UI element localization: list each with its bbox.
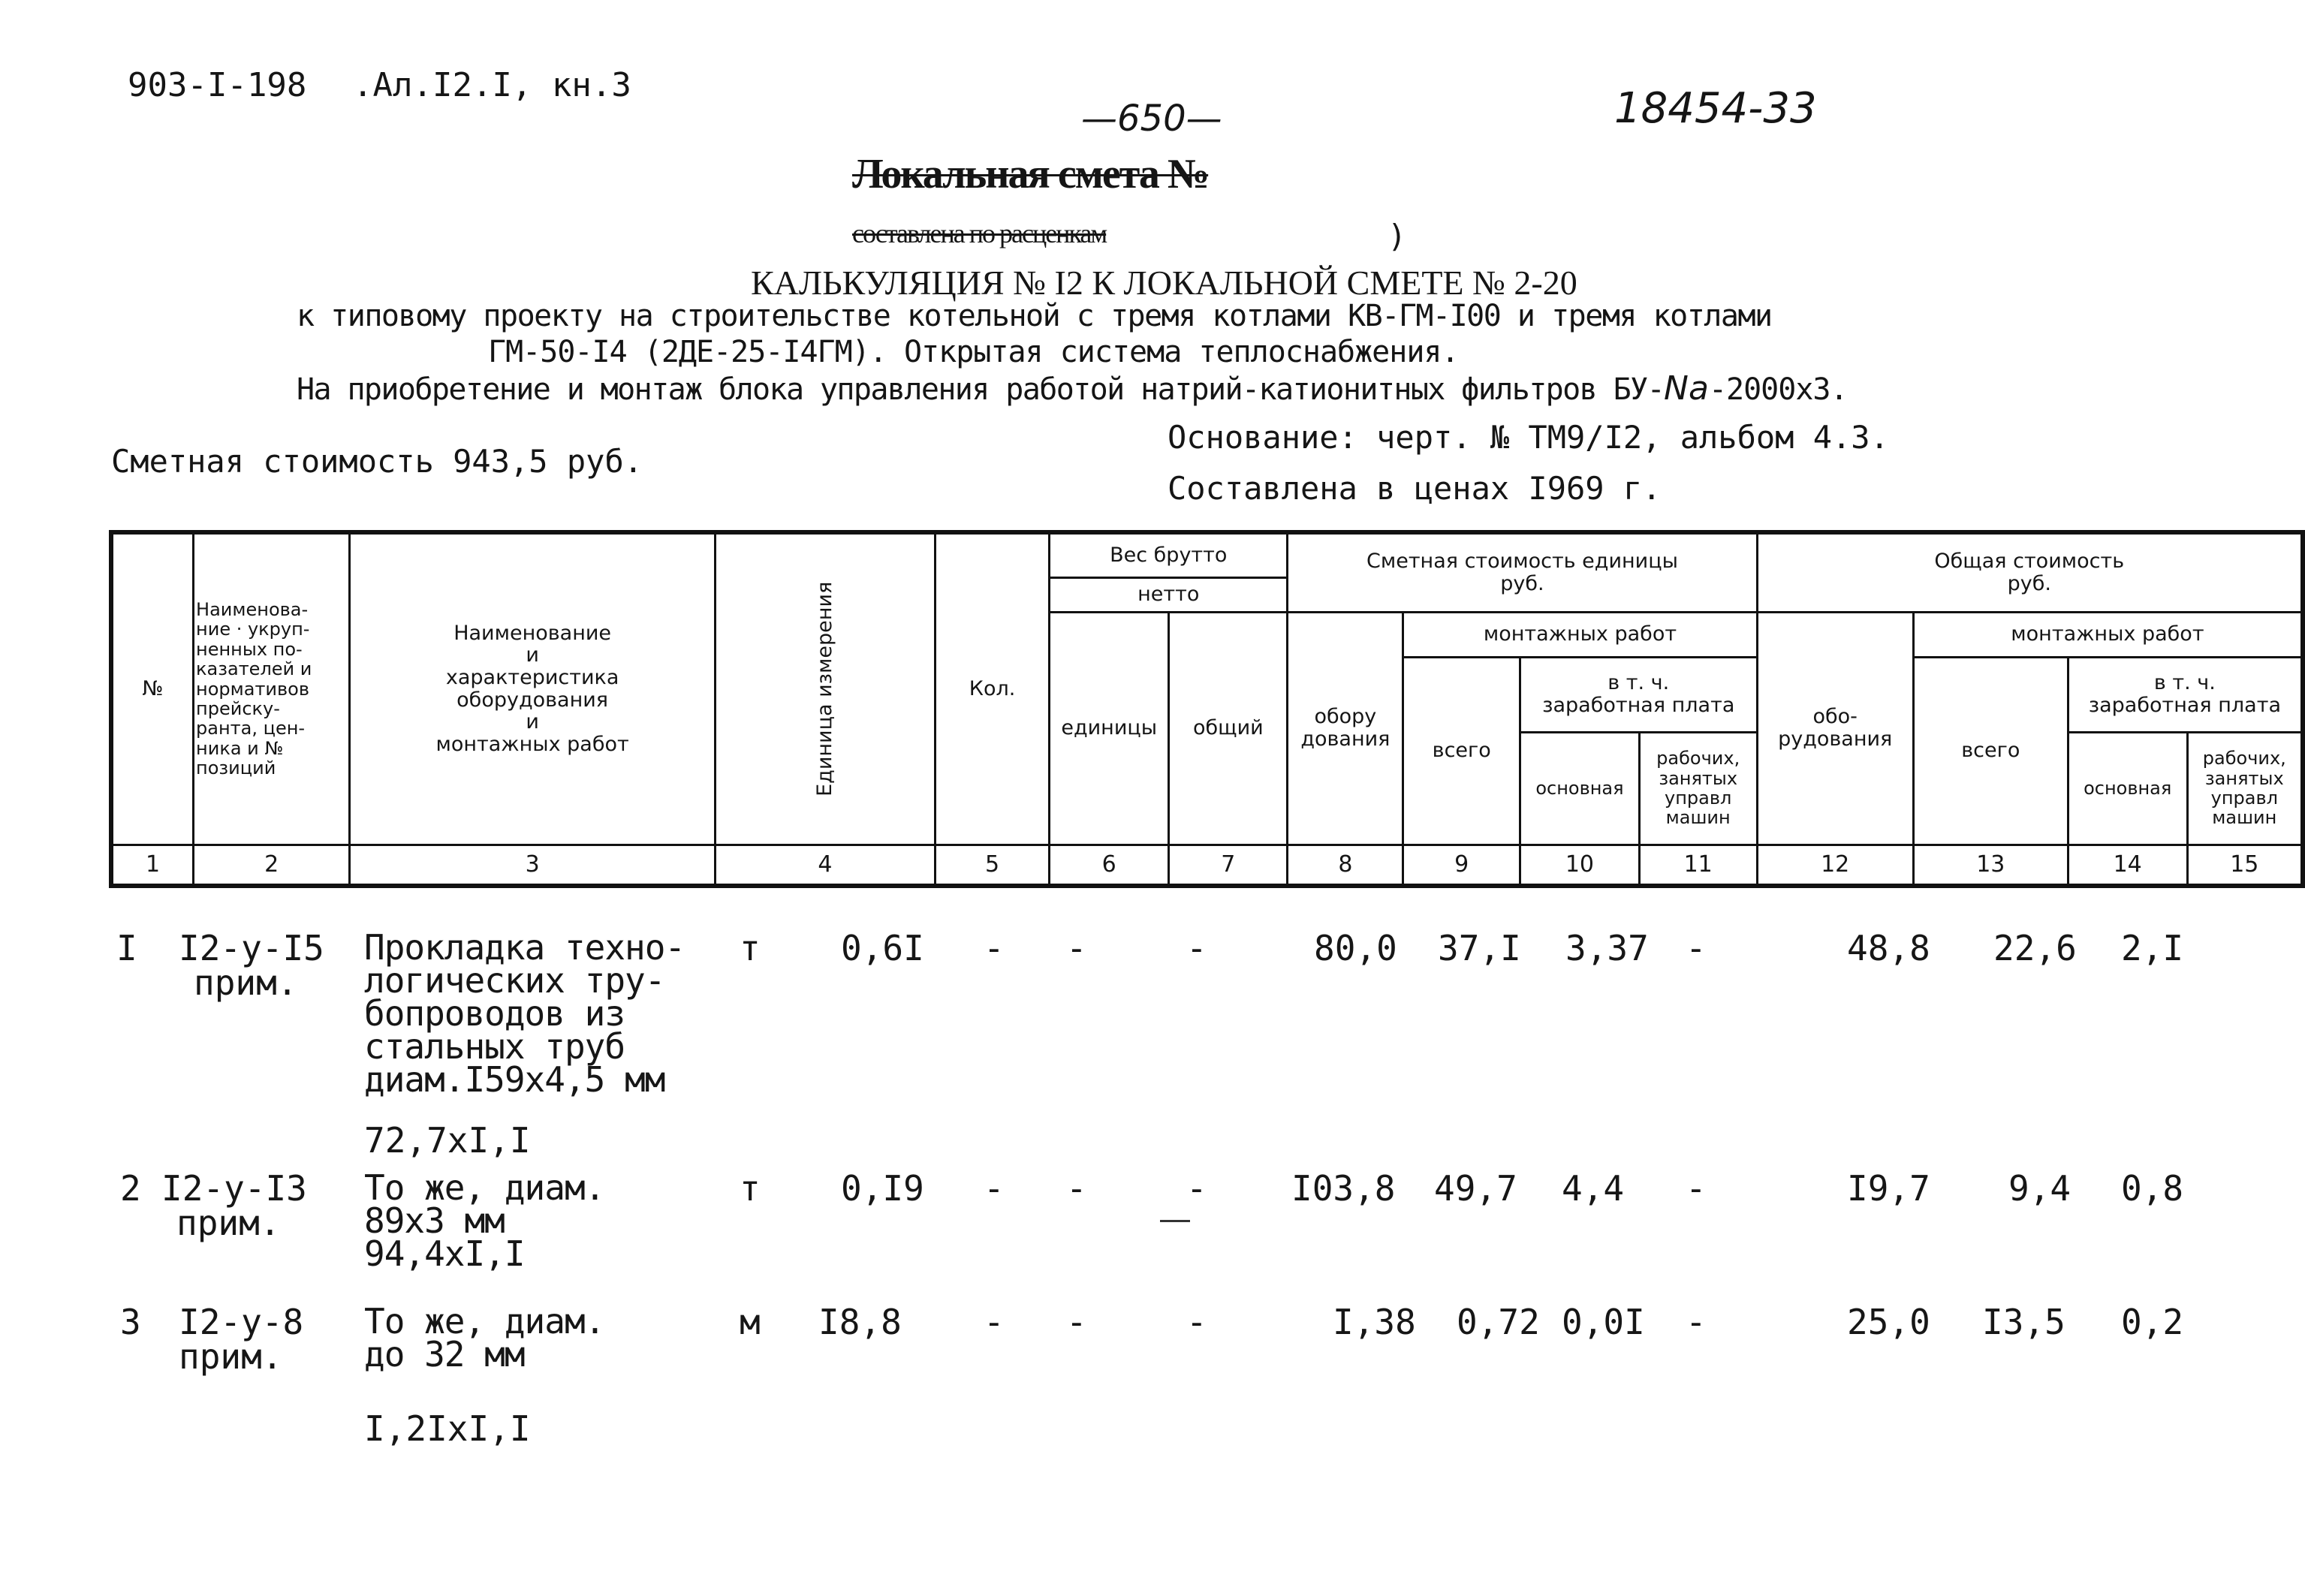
col-header-weight-netto: нетто xyxy=(1050,577,1288,612)
struck-subtitle: составлена по расценкам xyxy=(852,218,1107,248)
estimate-header-table xyxy=(109,530,2305,888)
project-code: 903-I-198 xyxy=(128,66,307,104)
row-basic: 49,7 xyxy=(1434,1168,1517,1209)
row-weight-total: - xyxy=(1066,1168,1087,1209)
col-header-equipment: обору дования xyxy=(1288,612,1403,845)
estimated-cost: Сметная стоимость 943,5 руб. xyxy=(111,443,643,480)
row-weight-unit: - xyxy=(984,1168,1005,1209)
col-header-unit: Единица измерения xyxy=(715,532,935,845)
col-header-total: всего xyxy=(1403,657,1520,845)
col-number: 15 xyxy=(2187,845,2303,886)
row-equipment: - xyxy=(1186,928,1207,968)
col-header-unit-cost: Сметная стоимость единицы руб. xyxy=(1288,532,1757,612)
col-number: 13 xyxy=(1913,845,2068,886)
col-header-machine-workers: рабочих, занятых управл машин xyxy=(1639,732,1757,845)
row-machine: 3,37 xyxy=(1565,928,1649,968)
col-header-install-works-total: монтажных работ xyxy=(1913,612,2303,657)
struck-title: Локальная смета № xyxy=(852,151,1209,197)
col-number: 8 xyxy=(1288,845,1403,886)
row-weight-unit: - xyxy=(984,1302,1005,1342)
row-machine-all: 0,2 xyxy=(2121,1302,2184,1342)
col-number: 2 xyxy=(194,845,350,886)
col-header-basic-total: основная xyxy=(2068,732,2187,845)
ink-mark xyxy=(1160,1220,1190,1222)
project-line-3 xyxy=(297,369,1848,408)
row-formula: 72,7хI,I xyxy=(364,1120,531,1161)
col-number: 3 xyxy=(350,845,716,886)
row-total-all: I9,7 xyxy=(1847,1168,1930,1209)
col-header-incl-salary-total: в т. ч. заработная плата xyxy=(2068,657,2303,732)
col-number: 7 xyxy=(1169,845,1288,886)
archive-number: 18454-33 xyxy=(1614,84,1817,133)
row-equipment-total: - xyxy=(1686,928,1707,968)
col-header-machine-workers-total: рабочих, занятых управл машин xyxy=(2187,732,2303,845)
row-total-all: 25,0 xyxy=(1847,1302,1930,1342)
row-equipment: - xyxy=(1186,1302,1207,1342)
row-equipment-total: - xyxy=(1686,1168,1707,1209)
row-code: I2-у-I5 прим. xyxy=(179,928,324,1003)
row-equipment: - xyxy=(1186,1168,1207,1209)
col-number: 12 xyxy=(1757,845,1913,886)
row-qty: I8,8 xyxy=(818,1302,902,1342)
row-code: I2-у-I3 прим. xyxy=(161,1168,307,1243)
col-number: 6 xyxy=(1050,845,1169,886)
prices-line: Составлена в ценах I969 г. xyxy=(1168,470,1662,507)
row-basic-all: 9,4 xyxy=(2008,1168,2071,1209)
basis-line: Основание: черт. № ТМ9/I2, альбом 4.3. xyxy=(1168,419,1889,456)
project-line-3-text: На приобретение и монтаж блока управления работой натрий-катионитных фильтров БУ- xyxy=(297,372,1665,407)
row-name: Прокладка техно- логических тру- бопроводов из стальных труб диам.I59х4,5 мм xyxy=(364,927,685,1100)
row-code: I2-у-8 прим. xyxy=(179,1302,304,1377)
page-number: —650— xyxy=(1081,98,1222,140)
col-header-weight-unit: единицы xyxy=(1050,612,1169,845)
row-qty: 0,I9 xyxy=(841,1168,924,1209)
row-equipment-total: - xyxy=(1686,1302,1707,1342)
col-number: 14 xyxy=(2068,845,2187,886)
album-reference: .Ал.I2.I, кн.3 xyxy=(353,66,631,104)
project-line-3-end: -2000х3. xyxy=(1708,372,1848,407)
row-total: 80,0 xyxy=(1314,928,1397,968)
col-header-qty: Кол. xyxy=(935,532,1049,845)
row-machine-all: 2,I xyxy=(2121,928,2184,968)
row-name: То же, диам. 89х3 мм 94,4хI,I xyxy=(364,1167,605,1274)
row-qty: 0,6I xyxy=(841,928,924,968)
row-machine: 4,4 xyxy=(1562,1168,1625,1209)
col-number: 4 xyxy=(715,845,935,886)
col-number: 10 xyxy=(1520,845,1640,886)
row-total: I03,8 xyxy=(1291,1168,1396,1209)
col-header-weight-brutto: Вес брутто xyxy=(1050,532,1288,577)
row-total: I,38 xyxy=(1333,1302,1416,1342)
row-total-all: 48,8 xyxy=(1847,928,1930,968)
project-line-2: ГМ-50-I4 (2ДЕ-25-I4ГМ). Открытая система теплоснабжения. xyxy=(488,335,1459,369)
col-header-incl-salary: в т. ч. заработная плата xyxy=(1520,657,1758,732)
row-basic-all: 22,6 xyxy=(1993,928,2077,968)
col-header-number: № xyxy=(111,532,194,845)
col-header-total-all: всего xyxy=(1913,657,2068,845)
col-header-weight-total: общий xyxy=(1169,612,1288,845)
bracket-mark: ) xyxy=(1388,218,1407,254)
calculation-title: КАЛЬКУЛЯЦИЯ № I2 К ЛОКАЛЬНОЙ СМЕТЕ № 2-20 xyxy=(751,263,1577,302)
project-line-1: к типовому проекту на строительстве котельной с тремя котлами КВ-ГМ-I00 и тремя котлами xyxy=(297,299,1772,333)
row-basic-all: I3,5 xyxy=(1982,1302,2065,1342)
col-number: 9 xyxy=(1403,845,1520,886)
col-header-total-cost: Общая стоимость руб. xyxy=(1757,532,2303,612)
row-unit: т xyxy=(740,928,761,968)
col-header-norm-name: Наименова- ние · укруп- ненных по- казателей и нормативов прейску- ранта, цен- ника и № позиций xyxy=(194,532,350,845)
row-basic: 37,I xyxy=(1438,928,1521,968)
row-name: То же, диам. до 32 мм xyxy=(364,1301,605,1375)
handwritten-na: Na xyxy=(1664,369,1709,408)
row-weight-unit: - xyxy=(984,928,1005,968)
row-weight-total: - xyxy=(1066,1302,1087,1342)
row-weight-total: - xyxy=(1066,928,1087,968)
row-formula: I,2IхI,I xyxy=(364,1408,531,1449)
col-header-equipment-total: обо- рудования xyxy=(1757,612,1913,845)
row-number: I xyxy=(116,928,137,968)
row-number: 2 xyxy=(120,1168,141,1209)
col-header-install-works: монтажных работ xyxy=(1403,612,1757,657)
row-machine-all: 0,8 xyxy=(2121,1168,2184,1209)
row-unit: м xyxy=(740,1302,761,1342)
col-number: 5 xyxy=(935,845,1049,886)
col-number: 11 xyxy=(1639,845,1757,886)
row-number: 3 xyxy=(120,1302,141,1342)
col-header-basic: основная xyxy=(1520,732,1640,845)
col-number: 1 xyxy=(111,845,194,886)
row-basic: 0,72 xyxy=(1457,1302,1540,1342)
row-machine: 0,0I xyxy=(1562,1302,1645,1342)
col-header-name: Наименование и характеристика оборудования и монтажных работ xyxy=(350,532,716,845)
row-unit: т xyxy=(740,1168,761,1209)
